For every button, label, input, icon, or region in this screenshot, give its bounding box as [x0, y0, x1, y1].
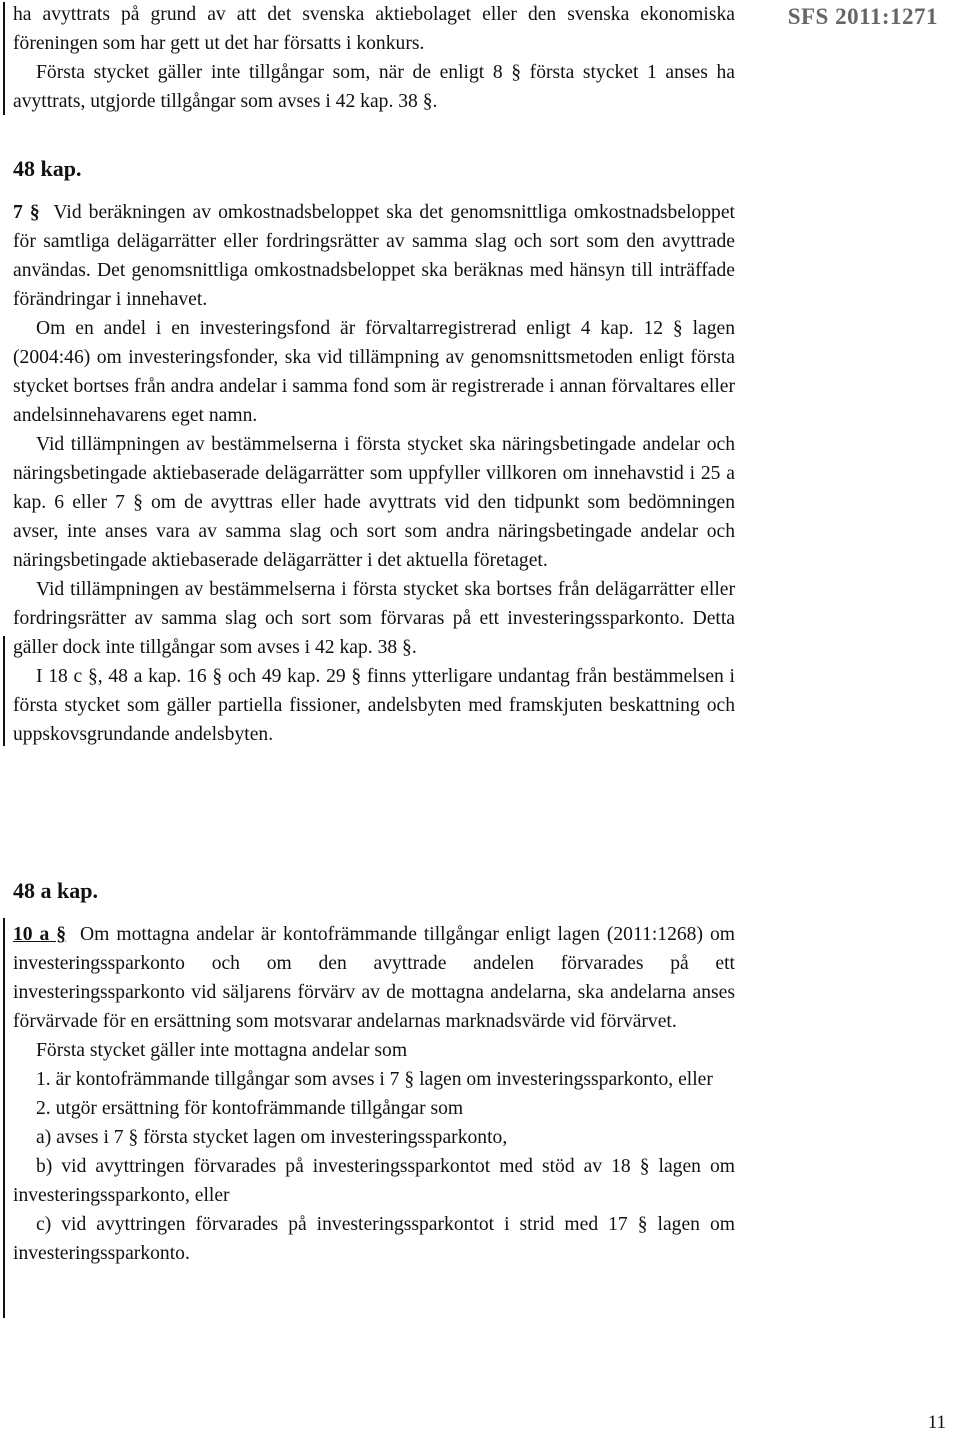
change-bar [3, 2, 5, 115]
list-item: 1. är kontofrämmande tillgångar som avses i 7 § lagen om investeringssparkonto, eller [36, 1069, 713, 1090]
list-item: c) vid avyttringen förvarades på investeringssparkontot i strid med 17 § lagen om investeringssparkonto. [13, 1214, 735, 1264]
paragraph: Första stycket gäller inte mottagna andelar som [36, 1040, 408, 1061]
page-number: 11 [927, 1412, 946, 1433]
paragraph: Första stycket gäller inte tillgångar som, när de enligt 8 § första stycket 1 anses ha avyttrats, utgjorde tillgångar som avses i 42 kap. 38 §. [13, 62, 735, 112]
paragraph-text: Om mottagna andelar är kontofrämmande tillgångar enligt lagen (2011:1268) om investeringssparkonto och om den avyttrade andelen förvarades på ett investeringssparkonto vid säljarens förvärv av de mottagna andelarna, ska andelarna anses förvärvade för en ersättning som motsvarar andelarnas marknadsvärde vid förvärvet. [13, 924, 735, 1032]
change-bar [3, 636, 5, 746]
paragraph: Om en andel i en investeringsfond är förvaltarregistrerad enligt 4 kap. 12 § lagen (2004:46) om investeringsfonder, ska vid tillämpning av genomsnittsmetoden enligt första stycket bortses från andra andelar i samma fond som är registrerade i annan förvaltares eller andelsinnehavarens eget namn. [13, 318, 735, 426]
paragraph [13, 920, 735, 1036]
paragraph: I 18 c §, 48 a kap. 16 § och 49 kap. 29 § finns ytterligare undantag från bestämmelsen i första stycket som gäller partiella fissioner, andelsbyten med framskjuten beskattning och uppskovsgrundande andelsbyten. [13, 666, 735, 745]
top-block [13, 0, 735, 116]
list-item: a) avses i 7 § första stycket lagen om investeringssparkonto, [36, 1127, 508, 1148]
paragraph-text: Vid beräkningen av omkostnadsbeloppet ska det genomsnittliga omkostnadsbeloppet för samtliga delägarrätter eller fordringsrätter av samma slag och sort som den avyttrade användas. Det genomsnittliga omkostnadsbeloppet ska beräknas med hänsyn till inträffade förändringar i innehavet. [13, 202, 735, 310]
chapter-48-section [13, 198, 735, 749]
paragraph: Vid tillämpningen av bestämmelserna i första stycket ska bortses från delägarrätter eller fordringsrätter av samma slag och sort som förvaras på ett investeringssparkonto. Detta gäller dock inte tillgångar som avses i 42 kap. 38 §. [13, 579, 735, 658]
list-item: b) vid avyttringen förvarades på investeringssparkontot med stöd av 18 § lagen om investeringssparkonto, eller [13, 1156, 735, 1206]
section-number: 7 § [13, 202, 40, 223]
change-bar [3, 918, 5, 1318]
paragraph: ha avyttrats på grund av att det svenska aktiebolaget eller den svenska ekonomiska föreningen som har gett ut det har försatts i konkurs. [13, 4, 735, 54]
chapter-heading: 48 kap. [13, 156, 82, 181]
chapter-48a-section [13, 920, 735, 1268]
chapter-heading: 48 a kap. [13, 878, 98, 903]
paragraph [13, 198, 735, 314]
document-reference: SFS 2011:1271 [787, 4, 938, 29]
section-number: 10 a § [13, 924, 67, 945]
paragraph: Vid tillämpningen av bestämmelserna i första stycket ska näringsbetingade andelar och näringsbetingade aktiebaserade delägarrätter som uppfyller villkoren om innehavstid i 25 a kap. 6 eller 7 § om de avyttras eller hade avyttrats vid den tidpunkt som bedömningen avser, inte anses vara av samma slag och sort som andra näringsbetingade andelar och näringsbetingade aktiebaserade delägarrätter i det aktuella företaget. [13, 434, 735, 571]
list-item: 2. utgör ersättning för kontofrämmande tillgångar som [36, 1098, 464, 1119]
